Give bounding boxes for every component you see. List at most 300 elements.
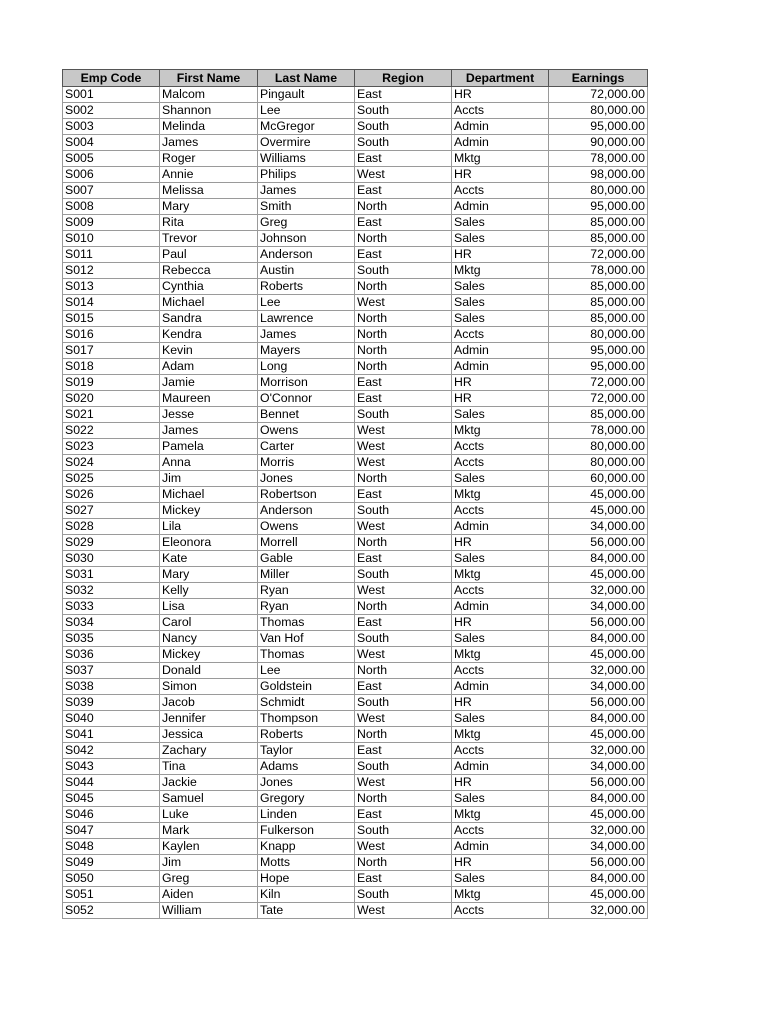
department-cell[interactable]: Sales [452,631,549,647]
department-cell[interactable]: Sales [452,231,549,247]
last-name-cell[interactable]: Anderson [258,503,355,519]
first-name-cell[interactable]: Jennifer [160,711,258,727]
first-name-cell[interactable]: Kelly [160,583,258,599]
first-name-cell[interactable]: Anna [160,455,258,471]
last-name-cell[interactable]: Jones [258,471,355,487]
emp-code-cell[interactable]: S007 [63,183,160,199]
first-name-cell[interactable]: Lisa [160,599,258,615]
department-cell[interactable]: Sales [452,295,549,311]
last-name-cell[interactable]: Hope [258,871,355,887]
department-cell[interactable]: HR [452,87,549,103]
region-cell[interactable]: South [355,407,452,423]
column-header-earnings[interactable]: Earnings [549,70,648,87]
first-name-cell[interactable]: Paul [160,247,258,263]
last-name-cell[interactable]: Motts [258,855,355,871]
region-cell[interactable]: East [355,247,452,263]
emp-code-cell[interactable]: S027 [63,503,160,519]
region-cell[interactable]: West [355,423,452,439]
emp-code-cell[interactable]: S031 [63,567,160,583]
last-name-cell[interactable]: O'Connor [258,391,355,407]
earnings-cell[interactable]: 34,000.00 [549,839,648,855]
emp-code-cell[interactable]: S025 [63,471,160,487]
first-name-cell[interactable]: Jim [160,855,258,871]
last-name-cell[interactable]: Overmire [258,135,355,151]
department-cell[interactable]: Mktg [452,151,549,167]
department-cell[interactable]: Admin [452,343,549,359]
region-cell[interactable]: East [355,391,452,407]
department-cell[interactable]: Accts [452,455,549,471]
department-cell[interactable]: Mktg [452,647,549,663]
last-name-cell[interactable]: Greg [258,215,355,231]
first-name-cell[interactable]: Donald [160,663,258,679]
column-header-department[interactable]: Department [452,70,549,87]
earnings-cell[interactable]: 78,000.00 [549,423,648,439]
first-name-cell[interactable]: Zachary [160,743,258,759]
earnings-cell[interactable]: 32,000.00 [549,743,648,759]
department-cell[interactable]: Mktg [452,887,549,903]
earnings-cell[interactable]: 32,000.00 [549,663,648,679]
department-cell[interactable]: Sales [452,407,549,423]
earnings-cell[interactable]: 56,000.00 [549,775,648,791]
last-name-cell[interactable]: Bennet [258,407,355,423]
earnings-cell[interactable]: 98,000.00 [549,167,648,183]
last-name-cell[interactable]: Carter [258,439,355,455]
emp-code-cell[interactable]: S051 [63,887,160,903]
department-cell[interactable]: HR [452,855,549,871]
first-name-cell[interactable]: Luke [160,807,258,823]
last-name-cell[interactable]: Kiln [258,887,355,903]
earnings-cell[interactable]: 34,000.00 [549,759,648,775]
first-name-cell[interactable]: William [160,903,258,919]
emp-code-cell[interactable]: S008 [63,199,160,215]
earnings-cell[interactable]: 72,000.00 [549,391,648,407]
earnings-cell[interactable]: 56,000.00 [549,535,648,551]
emp-code-cell[interactable]: S047 [63,823,160,839]
emp-code-cell[interactable]: S002 [63,103,160,119]
department-cell[interactable]: Admin [452,359,549,375]
department-cell[interactable]: Accts [452,903,549,919]
first-name-cell[interactable]: Mary [160,567,258,583]
region-cell[interactable]: East [355,743,452,759]
emp-code-cell[interactable]: S039 [63,695,160,711]
earnings-cell[interactable]: 60,000.00 [549,471,648,487]
first-name-cell[interactable]: Aiden [160,887,258,903]
department-cell[interactable]: Mktg [452,423,549,439]
region-cell[interactable]: North [355,343,452,359]
department-cell[interactable]: Accts [452,503,549,519]
last-name-cell[interactable]: Gregory [258,791,355,807]
region-cell[interactable]: North [355,791,452,807]
emp-code-cell[interactable]: S017 [63,343,160,359]
earnings-cell[interactable]: 85,000.00 [549,407,648,423]
first-name-cell[interactable]: James [160,135,258,151]
first-name-cell[interactable]: Cynthia [160,279,258,295]
region-cell[interactable]: West [355,167,452,183]
department-cell[interactable]: Accts [452,183,549,199]
first-name-cell[interactable]: Jesse [160,407,258,423]
region-cell[interactable]: West [355,711,452,727]
region-cell[interactable]: East [355,151,452,167]
region-cell[interactable]: South [355,135,452,151]
department-cell[interactable]: HR [452,167,549,183]
first-name-cell[interactable]: Tina [160,759,258,775]
first-name-cell[interactable]: Mary [160,199,258,215]
region-cell[interactable]: East [355,487,452,503]
earnings-cell[interactable]: 80,000.00 [549,439,648,455]
region-cell[interactable]: West [355,583,452,599]
department-cell[interactable]: Sales [452,871,549,887]
region-cell[interactable]: North [355,535,452,551]
earnings-cell[interactable]: 45,000.00 [549,503,648,519]
last-name-cell[interactable]: Schmidt [258,695,355,711]
department-cell[interactable]: Mktg [452,727,549,743]
first-name-cell[interactable]: Pamela [160,439,258,455]
last-name-cell[interactable]: Gable [258,551,355,567]
department-cell[interactable]: HR [452,535,549,551]
earnings-cell[interactable]: 56,000.00 [549,855,648,871]
earnings-cell[interactable]: 56,000.00 [549,695,648,711]
emp-code-cell[interactable]: S044 [63,775,160,791]
first-name-cell[interactable]: Jacob [160,695,258,711]
region-cell[interactable]: East [355,615,452,631]
emp-code-cell[interactable]: S004 [63,135,160,151]
region-cell[interactable]: West [355,775,452,791]
region-cell[interactable]: North [355,663,452,679]
first-name-cell[interactable]: Jamie [160,375,258,391]
emp-code-cell[interactable]: S032 [63,583,160,599]
first-name-cell[interactable]: Melissa [160,183,258,199]
earnings-cell[interactable]: 78,000.00 [549,151,648,167]
first-name-cell[interactable]: Mark [160,823,258,839]
last-name-cell[interactable]: Lee [258,663,355,679]
first-name-cell[interactable]: Jackie [160,775,258,791]
region-cell[interactable]: South [355,503,452,519]
department-cell[interactable]: Sales [452,711,549,727]
region-cell[interactable]: North [355,855,452,871]
last-name-cell[interactable]: Roberts [258,279,355,295]
first-name-cell[interactable]: Kevin [160,343,258,359]
last-name-cell[interactable]: Long [258,359,355,375]
first-name-cell[interactable]: Roger [160,151,258,167]
column-header-region[interactable]: Region [355,70,452,87]
last-name-cell[interactable]: Owens [258,519,355,535]
earnings-cell[interactable]: 84,000.00 [549,711,648,727]
first-name-cell[interactable]: Samuel [160,791,258,807]
last-name-cell[interactable]: Thomas [258,615,355,631]
department-cell[interactable]: HR [452,775,549,791]
last-name-cell[interactable]: Van Hof [258,631,355,647]
earnings-cell[interactable]: 78,000.00 [549,263,648,279]
emp-code-cell[interactable]: S033 [63,599,160,615]
column-header-emp-code[interactable]: Emp Code [63,70,160,87]
last-name-cell[interactable]: Morrison [258,375,355,391]
department-cell[interactable]: Mktg [452,263,549,279]
region-cell[interactable]: North [355,231,452,247]
last-name-cell[interactable]: Lee [258,103,355,119]
emp-code-cell[interactable]: S013 [63,279,160,295]
region-cell[interactable]: North [355,279,452,295]
first-name-cell[interactable]: Simon [160,679,258,695]
last-name-cell[interactable]: Morris [258,455,355,471]
first-name-cell[interactable]: Michael [160,295,258,311]
earnings-cell[interactable]: 85,000.00 [549,295,648,311]
emp-code-cell[interactable]: S001 [63,87,160,103]
department-cell[interactable]: Admin [452,599,549,615]
region-cell[interactable]: East [355,375,452,391]
first-name-cell[interactable]: Mickey [160,647,258,663]
emp-code-cell[interactable]: S045 [63,791,160,807]
region-cell[interactable]: North [355,327,452,343]
earnings-cell[interactable]: 34,000.00 [549,519,648,535]
last-name-cell[interactable]: Fulkerson [258,823,355,839]
emp-code-cell[interactable]: S012 [63,263,160,279]
first-name-cell[interactable]: Kate [160,551,258,567]
region-cell[interactable]: East [355,807,452,823]
last-name-cell[interactable]: Lee [258,295,355,311]
department-cell[interactable]: HR [452,391,549,407]
first-name-cell[interactable]: Malcom [160,87,258,103]
department-cell[interactable]: Accts [452,583,549,599]
earnings-cell[interactable]: 34,000.00 [549,599,648,615]
first-name-cell[interactable]: Jim [160,471,258,487]
first-name-cell[interactable]: Greg [160,871,258,887]
earnings-cell[interactable]: 95,000.00 [549,119,648,135]
column-header-first-name[interactable]: First Name [160,70,258,87]
region-cell[interactable]: South [355,567,452,583]
earnings-cell[interactable]: 32,000.00 [549,903,648,919]
first-name-cell[interactable]: Melinda [160,119,258,135]
emp-code-cell[interactable]: S015 [63,311,160,327]
first-name-cell[interactable]: James [160,423,258,439]
department-cell[interactable]: Mktg [452,567,549,583]
region-cell[interactable]: West [355,519,452,535]
last-name-cell[interactable]: McGregor [258,119,355,135]
earnings-cell[interactable]: 84,000.00 [549,551,648,567]
emp-code-cell[interactable]: S016 [63,327,160,343]
region-cell[interactable]: East [355,679,452,695]
emp-code-cell[interactable]: S040 [63,711,160,727]
last-name-cell[interactable]: Ryan [258,583,355,599]
first-name-cell[interactable]: Maureen [160,391,258,407]
last-name-cell[interactable]: Miller [258,567,355,583]
region-cell[interactable]: North [355,199,452,215]
last-name-cell[interactable]: James [258,183,355,199]
department-cell[interactable]: Accts [452,823,549,839]
region-cell[interactable]: South [355,263,452,279]
earnings-cell[interactable]: 32,000.00 [549,583,648,599]
earnings-cell[interactable]: 85,000.00 [549,215,648,231]
region-cell[interactable]: North [355,471,452,487]
earnings-cell[interactable]: 45,000.00 [549,887,648,903]
last-name-cell[interactable]: Philips [258,167,355,183]
department-cell[interactable]: Mktg [452,807,549,823]
earnings-cell[interactable]: 45,000.00 [549,647,648,663]
earnings-cell[interactable]: 72,000.00 [549,247,648,263]
emp-code-cell[interactable]: S042 [63,743,160,759]
region-cell[interactable]: South [355,103,452,119]
region-cell[interactable]: East [355,87,452,103]
region-cell[interactable]: East [355,215,452,231]
first-name-cell[interactable]: Nancy [160,631,258,647]
last-name-cell[interactable]: James [258,327,355,343]
region-cell[interactable]: South [355,695,452,711]
emp-code-cell[interactable]: S048 [63,839,160,855]
last-name-cell[interactable]: Goldstein [258,679,355,695]
emp-code-cell[interactable]: S034 [63,615,160,631]
department-cell[interactable]: HR [452,695,549,711]
emp-code-cell[interactable]: S046 [63,807,160,823]
region-cell[interactable]: South [355,631,452,647]
emp-code-cell[interactable]: S003 [63,119,160,135]
emp-code-cell[interactable]: S018 [63,359,160,375]
department-cell[interactable]: Accts [452,327,549,343]
earnings-cell[interactable]: 84,000.00 [549,871,648,887]
last-name-cell[interactable]: Adams [258,759,355,775]
last-name-cell[interactable]: Roberts [258,727,355,743]
region-cell[interactable]: South [355,759,452,775]
department-cell[interactable]: Accts [452,743,549,759]
first-name-cell[interactable]: Kendra [160,327,258,343]
region-cell[interactable]: West [355,295,452,311]
earnings-cell[interactable]: 34,000.00 [549,679,648,695]
department-cell[interactable]: HR [452,375,549,391]
department-cell[interactable]: Admin [452,199,549,215]
emp-code-cell[interactable]: S035 [63,631,160,647]
department-cell[interactable]: Sales [452,311,549,327]
emp-code-cell[interactable]: S005 [63,151,160,167]
earnings-cell[interactable]: 45,000.00 [549,727,648,743]
last-name-cell[interactable]: Linden [258,807,355,823]
first-name-cell[interactable]: Michael [160,487,258,503]
department-cell[interactable]: Admin [452,759,549,775]
earnings-cell[interactable]: 80,000.00 [549,327,648,343]
region-cell[interactable]: East [355,551,452,567]
earnings-cell[interactable]: 85,000.00 [549,231,648,247]
first-name-cell[interactable]: Annie [160,167,258,183]
region-cell[interactable]: West [355,839,452,855]
department-cell[interactable]: Mktg [452,487,549,503]
emp-code-cell[interactable]: S028 [63,519,160,535]
emp-code-cell[interactable]: S023 [63,439,160,455]
last-name-cell[interactable]: Thompson [258,711,355,727]
first-name-cell[interactable]: Mickey [160,503,258,519]
last-name-cell[interactable]: Knapp [258,839,355,855]
department-cell[interactable]: HR [452,247,549,263]
department-cell[interactable]: Admin [452,839,549,855]
last-name-cell[interactable]: Austin [258,263,355,279]
earnings-cell[interactable]: 45,000.00 [549,807,648,823]
emp-code-cell[interactable]: S020 [63,391,160,407]
emp-code-cell[interactable]: S021 [63,407,160,423]
region-cell[interactable]: North [355,359,452,375]
earnings-cell[interactable]: 95,000.00 [549,359,648,375]
earnings-cell[interactable]: 84,000.00 [549,631,648,647]
first-name-cell[interactable]: Jessica [160,727,258,743]
emp-code-cell[interactable]: S011 [63,247,160,263]
department-cell[interactable]: Accts [452,103,549,119]
earnings-cell[interactable]: 72,000.00 [549,375,648,391]
department-cell[interactable]: Sales [452,279,549,295]
last-name-cell[interactable]: Taylor [258,743,355,759]
department-cell[interactable]: Sales [452,551,549,567]
earnings-cell[interactable]: 45,000.00 [549,487,648,503]
region-cell[interactable]: East [355,183,452,199]
earnings-cell[interactable]: 90,000.00 [549,135,648,151]
column-header-last-name[interactable]: Last Name [258,70,355,87]
region-cell[interactable]: West [355,903,452,919]
last-name-cell[interactable]: Morrell [258,535,355,551]
last-name-cell[interactable]: Smith [258,199,355,215]
department-cell[interactable]: Sales [452,791,549,807]
first-name-cell[interactable]: Rebecca [160,263,258,279]
earnings-cell[interactable]: 80,000.00 [549,455,648,471]
emp-code-cell[interactable]: S030 [63,551,160,567]
department-cell[interactable]: Accts [452,439,549,455]
last-name-cell[interactable]: Thomas [258,647,355,663]
earnings-cell[interactable]: 95,000.00 [549,343,648,359]
department-cell[interactable]: Sales [452,215,549,231]
region-cell[interactable]: West [355,439,452,455]
earnings-cell[interactable]: 85,000.00 [549,279,648,295]
emp-code-cell[interactable]: S014 [63,295,160,311]
department-cell[interactable]: Sales [452,471,549,487]
last-name-cell[interactable]: Tate [258,903,355,919]
region-cell[interactable]: North [355,727,452,743]
region-cell[interactable]: South [355,823,452,839]
emp-code-cell[interactable]: S050 [63,871,160,887]
last-name-cell[interactable]: Anderson [258,247,355,263]
emp-code-cell[interactable]: S043 [63,759,160,775]
last-name-cell[interactable]: Pingault [258,87,355,103]
last-name-cell[interactable]: Mayers [258,343,355,359]
department-cell[interactable]: Accts [452,663,549,679]
first-name-cell[interactable]: Shannon [160,103,258,119]
last-name-cell[interactable]: Robertson [258,487,355,503]
last-name-cell[interactable]: Williams [258,151,355,167]
first-name-cell[interactable]: Lila [160,519,258,535]
emp-code-cell[interactable]: S022 [63,423,160,439]
first-name-cell[interactable]: Rita [160,215,258,231]
earnings-cell[interactable]: 95,000.00 [549,199,648,215]
last-name-cell[interactable]: Owens [258,423,355,439]
earnings-cell[interactable]: 84,000.00 [549,791,648,807]
earnings-cell[interactable]: 32,000.00 [549,823,648,839]
department-cell[interactable]: Admin [452,119,549,135]
emp-code-cell[interactable]: S019 [63,375,160,391]
earnings-cell[interactable]: 80,000.00 [549,103,648,119]
region-cell[interactable]: East [355,871,452,887]
emp-code-cell[interactable]: S010 [63,231,160,247]
first-name-cell[interactable]: Sandra [160,311,258,327]
region-cell[interactable]: North [355,599,452,615]
earnings-cell[interactable]: 56,000.00 [549,615,648,631]
emp-code-cell[interactable]: S041 [63,727,160,743]
region-cell[interactable]: South [355,119,452,135]
department-cell[interactable]: Admin [452,519,549,535]
emp-code-cell[interactable]: S037 [63,663,160,679]
emp-code-cell[interactable]: S029 [63,535,160,551]
first-name-cell[interactable]: Trevor [160,231,258,247]
emp-code-cell[interactable]: S038 [63,679,160,695]
last-name-cell[interactable]: Jones [258,775,355,791]
last-name-cell[interactable]: Ryan [258,599,355,615]
department-cell[interactable]: Admin [452,135,549,151]
emp-code-cell[interactable]: S026 [63,487,160,503]
region-cell[interactable]: West [355,455,452,471]
department-cell[interactable]: Admin [452,679,549,695]
region-cell[interactable]: North [355,311,452,327]
last-name-cell[interactable]: Lawrence [258,311,355,327]
